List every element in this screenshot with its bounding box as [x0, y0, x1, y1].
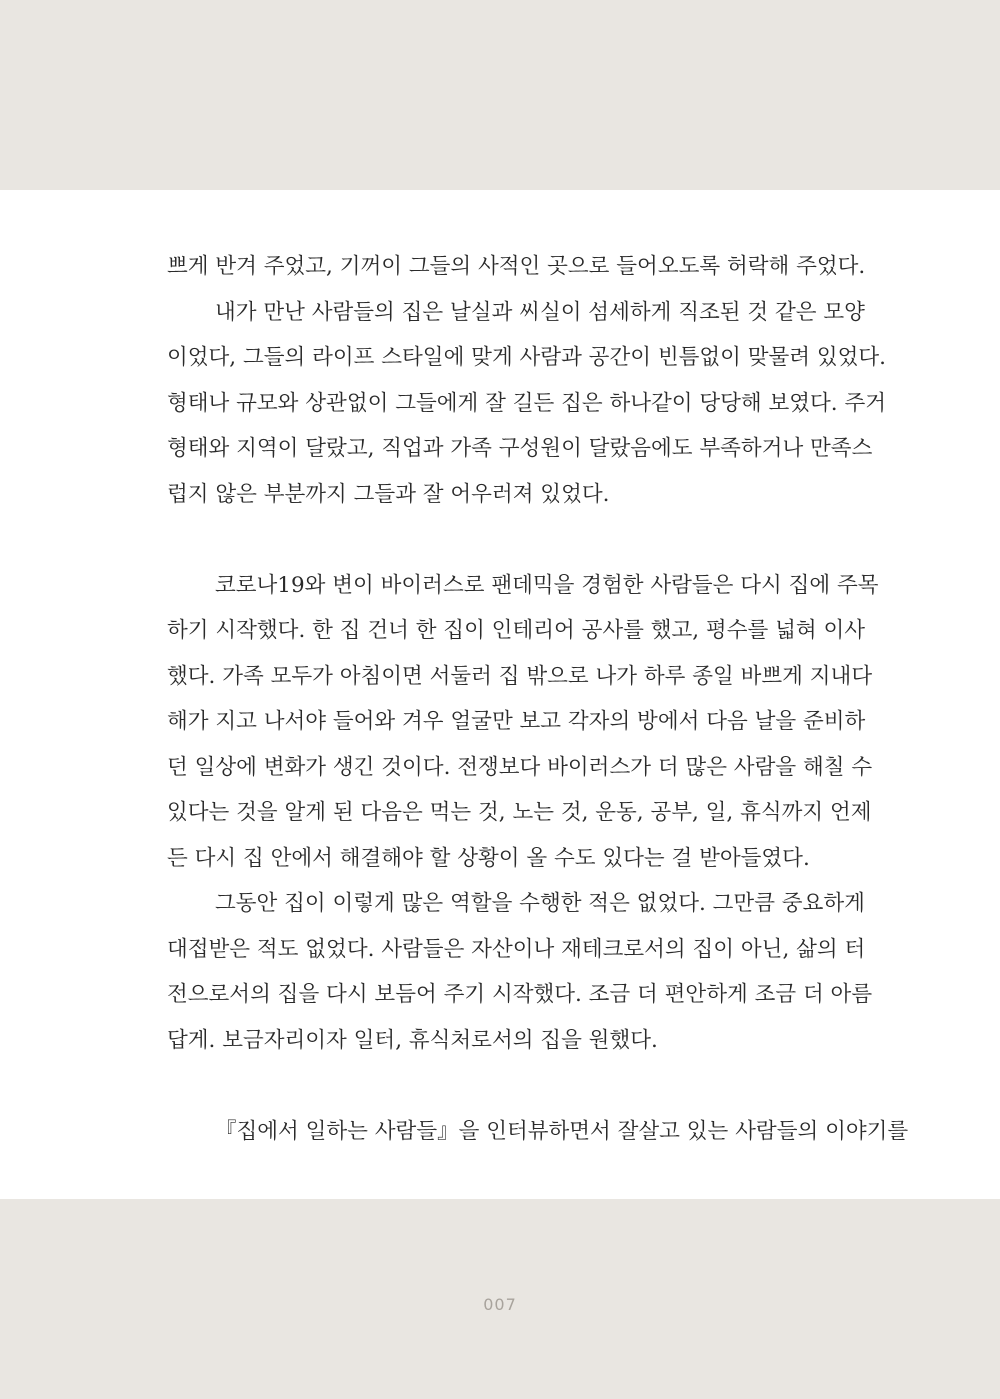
paragraph-gap — [167, 1063, 833, 1109]
text-line: 해가 지고 나서야 들어와 겨우 얼굴만 보고 각자의 방에서 다음 날을 준비하 — [167, 709, 866, 734]
text-line: 있다는 것을 알게 된 다음은 먹는 것, 노는 것, 운동, 공부, 일, 휴식까지 언제 — [167, 800, 872, 825]
text-line: 럽지 않은 부분까지 그들과 잘 어우러져 있었다. — [167, 481, 610, 507]
bottom-margin-band — [0, 1199, 1000, 1399]
text-line: 쁘게 반겨 주었고, 기꺼이 그들의 사적인 곳으로 들어오도록 허락해 주었다. — [167, 254, 866, 279]
text-line: 그동안 집이 이렇게 많은 역할을 수행한 적은 없었다. 그만큼 중요하게 — [215, 891, 865, 916]
text-line: 형태나 규모와 상관없이 그들에게 잘 길든 집은 하나같이 당당해 보였다. 주거 — [167, 390, 887, 416]
body-text — [167, 244, 909, 1154]
paragraph-gap — [167, 517, 833, 563]
text-line: 코로나19와 변이 바이러스로 팬데믹을 경험한 사람들은 다시 집에 주목 — [215, 572, 879, 598]
text-line: 했다. 가족 모두가 아침이면 서둘러 집 밖으로 나가 하루 종일 바쁘게 지내다 — [167, 663, 873, 689]
text-line: 대접받은 적도 없었다. 사람들은 자산이나 재테크로서의 집이 아닌, 삶의 터 — [167, 936, 866, 962]
text-line: 『집에서 일하는 사람들』을 인터뷰하면서 잘살고 있는 사람들의 이야기를 — [215, 1118, 909, 1144]
top-margin-band — [0, 0, 1000, 190]
page-number: 007 — [483, 1295, 517, 1314]
text-line: 던 일상에 변화가 생긴 것이다. 전쟁보다 바이러스가 더 많은 사람을 해칠 수 — [167, 754, 873, 780]
text-line: 전으로서의 집을 다시 보듬어 주기 시작했다. 조금 더 편안하게 조금 더 아름 — [167, 982, 873, 1007]
page-body — [0, 190, 1000, 1199]
text-line: 형태와 지역이 달랐고, 직업과 가족 구성원이 달랐음에도 부족하거나 만족스 — [167, 436, 873, 461]
text-line: 든 다시 집 안에서 해결해야 할 상황이 올 수도 있다는 걸 받아들였다. — [167, 845, 810, 871]
text-line: 답게. 보금자리이자 일터, 휴식처로서의 집을 원했다. — [167, 1027, 658, 1053]
text-line: 하기 시작했다. 한 집 건너 한 집이 인테리어 공사를 했고, 평수를 넓혀 이사 — [167, 618, 865, 643]
text-line: 내가 만난 사람들의 집은 날실과 씨실이 섬세하게 직조된 것 같은 모양 — [215, 299, 865, 325]
text-line: 이었다, 그들의 라이프 스타일에 맞게 사람과 공간이 빈틈없이 맞물려 있었다. — [167, 345, 887, 370]
